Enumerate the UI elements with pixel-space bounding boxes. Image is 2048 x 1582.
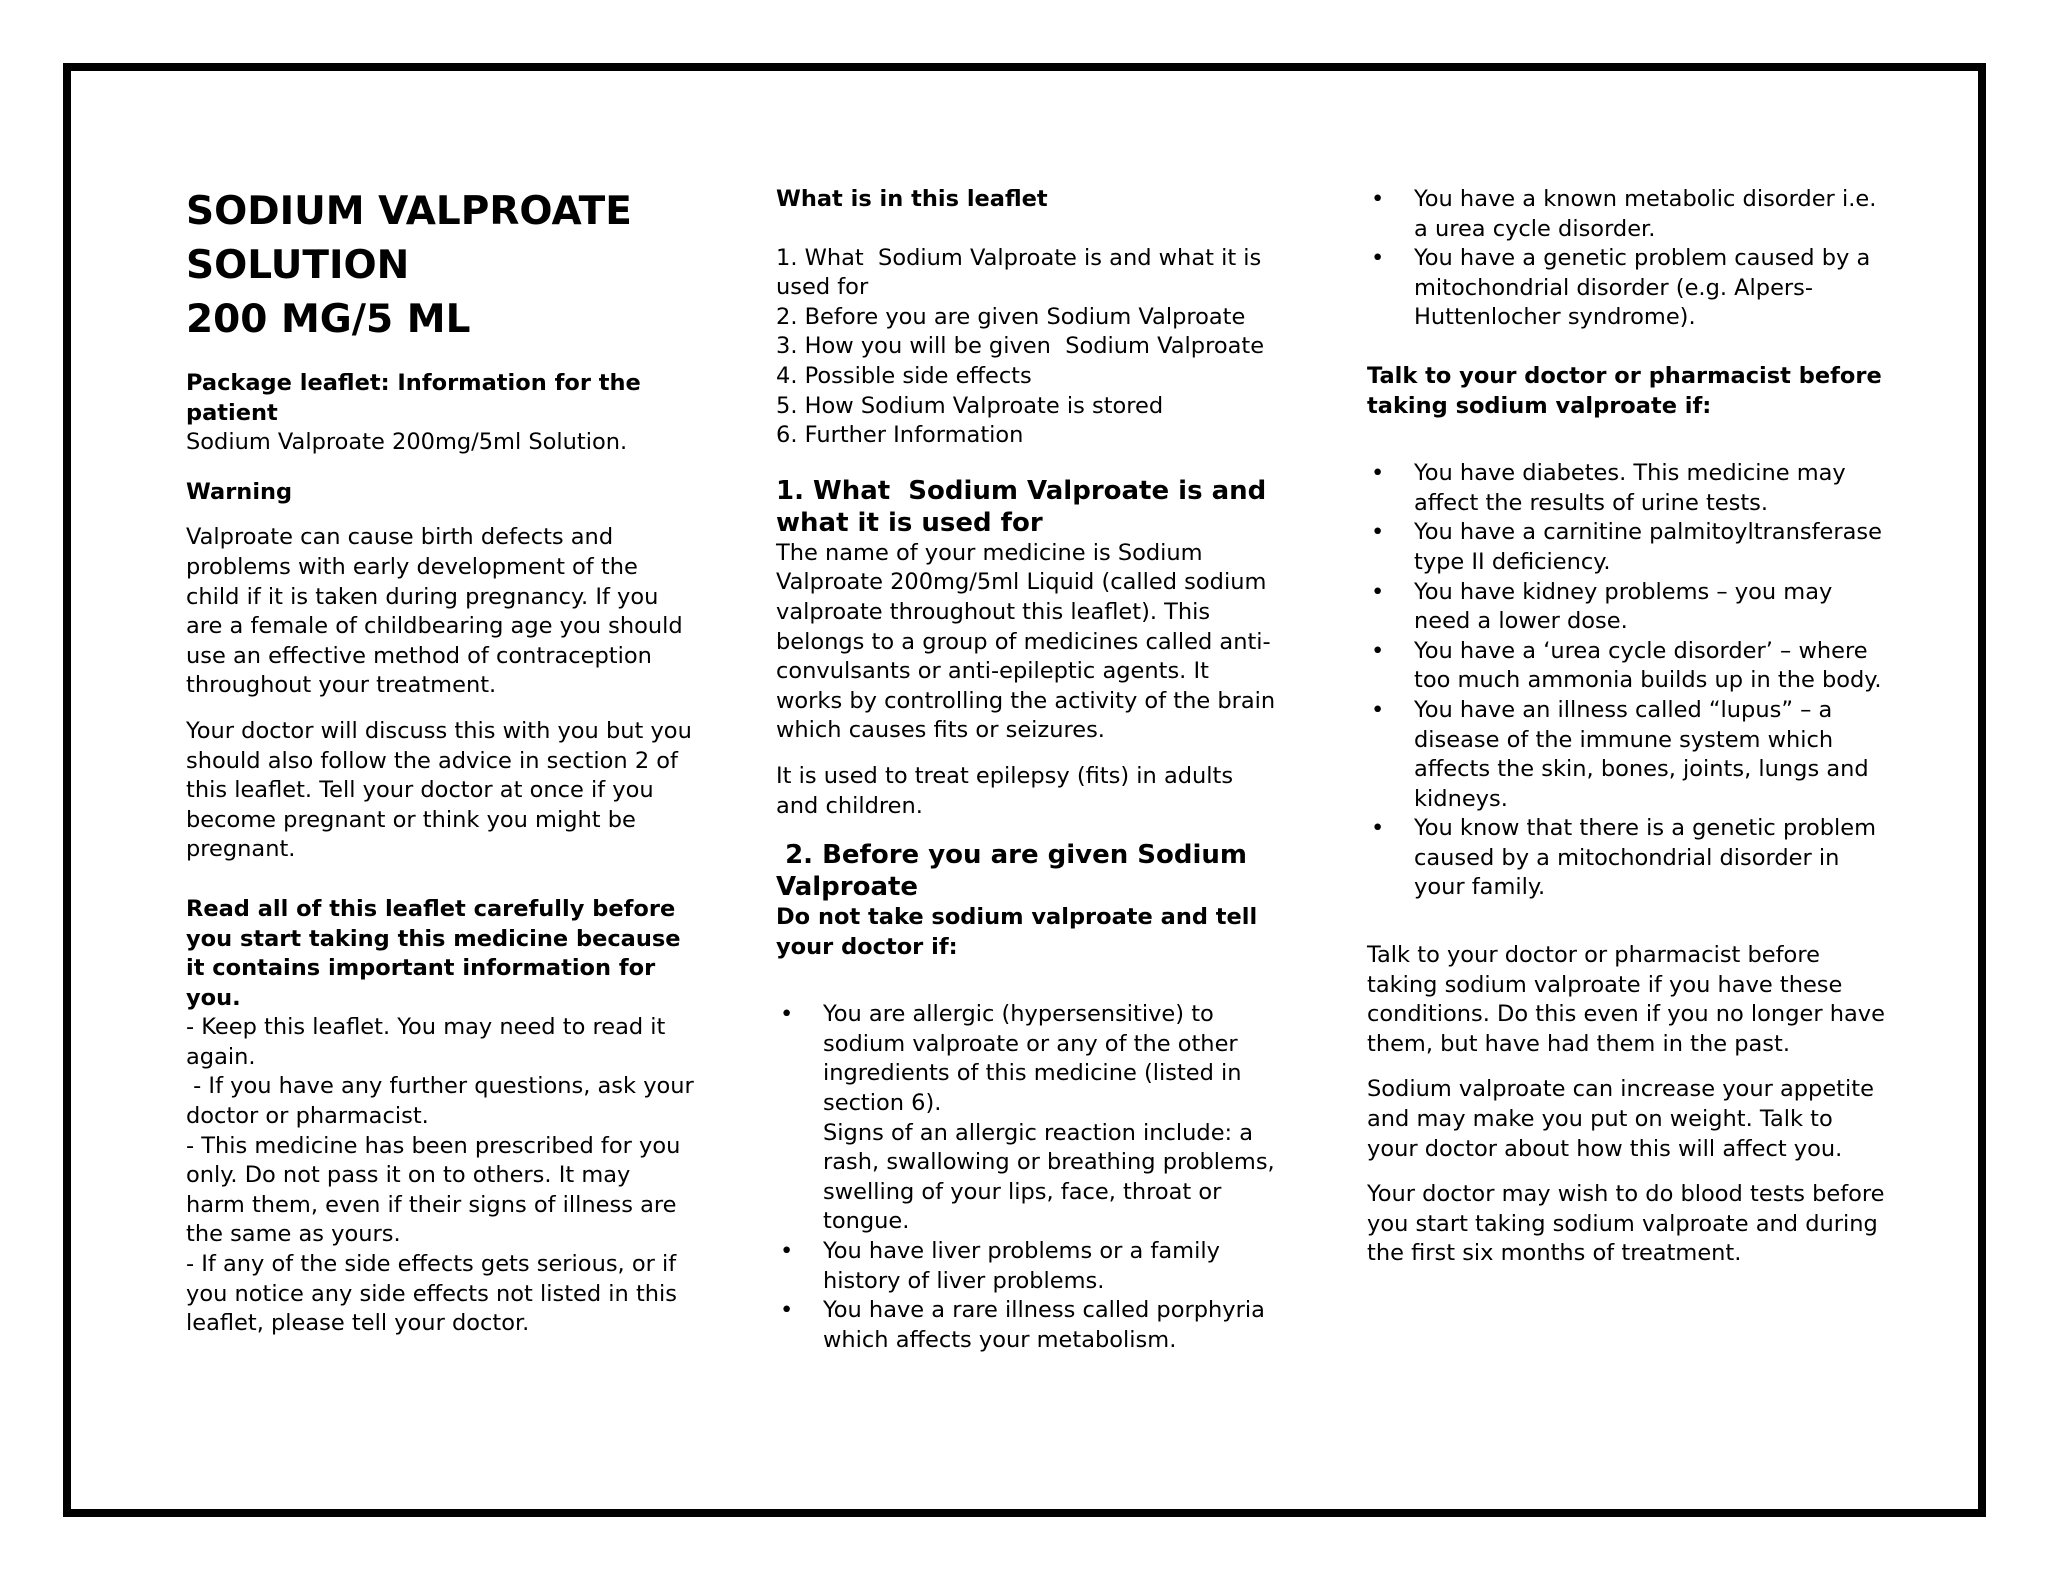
- toc-item: 2. Before you are given Sodium Valproate: [776, 303, 1246, 330]
- list-item: • You have a known metabolic disorder i.e. a urea cycle disorder.: [1367, 185, 1887, 244]
- toc-item: 3. How you will be given Sodium Valproate: [776, 333, 1265, 360]
- list-item: • You have kidney problems – you may need a lower dose.: [1367, 578, 1887, 637]
- title-line: 200 MG/5 ML: [186, 297, 471, 342]
- column-3: [1367, 185, 1887, 1269]
- page-title: [186, 185, 696, 347]
- section-1-paragraph-1: The name of your medicine is Sodium Valproate 200mg/5ml Liquid (called sodium valproate throughout this leaflet). This belongs to a group of medicines called anti-convulsants or anti-epileptic agents. It works by controlling the activity of the brain which causes fits or seizures.: [776, 539, 1276, 744]
- list-item: • You have a ‘urea cycle disorder’ – where too much ammonia builds up in the body.: [1367, 637, 1887, 696]
- toc-item: 1. What Sodium Valproate is and what it is used for: [776, 244, 1269, 301]
- read-item: - This medicine has been prescribed for you only. Do not pass it on to others. It may harm them, even if their signs of illness are the same as yours.: [186, 1132, 681, 1248]
- warning-heading: Warning: [186, 478, 293, 505]
- list-item-text: Signs of an allergic reaction include: a rash, swallowing or breathing problems, swelling of your lips, face, throat or tongue.: [823, 1119, 1275, 1235]
- column-1: [186, 185, 701, 1339]
- toc-item: 5. How Sodium Valproate is stored: [776, 392, 1164, 419]
- read-item: - Keep this leaflet. You may need to read it again.: [186, 1014, 666, 1070]
- section-2-subheading: Do not take sodium valproate and tell your doctor if:: [776, 904, 1258, 960]
- section-2-heading: 2. Before you are given Sodium Valproate: [776, 840, 1257, 903]
- list-item: [776, 1000, 1281, 1237]
- talk-to-doctor-list: [1367, 459, 1887, 903]
- list-item: • You know that there is a genetic problem caused by a mitochondrial disorder in your family.: [1367, 814, 1887, 903]
- conditions-paragraph: Talk to your doctor or pharmacist before taking sodium valproate if you have these conditions. Do this even if you no longer have them, but have had them in the past.: [1367, 942, 1885, 1057]
- read-item: - If you have any further questions, ask your doctor or pharmacist.: [186, 1073, 701, 1130]
- list-item: • You have a genetic problem caused by a mitochondrial disorder (e.g. Alpers-Huttenlocher syndrome).: [1367, 244, 1887, 333]
- warning-paragraph-1: Valproate can cause birth defects and problems with early development of the child if it is taken during pregnancy. If you are a female of childbearing age you should use an effective method of contraception throughout your treatment.: [186, 524, 683, 699]
- table-of-contents: [776, 244, 1281, 451]
- toc-item: 4. Possible side effects: [776, 362, 1032, 389]
- column-2: [776, 185, 1281, 1355]
- weight-paragraph: Sodium valproate can increase your appetite and may make you put on weight. Talk to your doctor about how this will affect you.: [1367, 1076, 1874, 1162]
- list-item: • You have liver problems or a family history of liver problems.: [776, 1237, 1281, 1296]
- list-item: • You have a rare illness called porphyria which affects your metabolism.: [776, 1296, 1281, 1355]
- read-item: - If any of the side effects gets serious, or if you notice any side effects not listed in this leaflet, please tell your doctor.: [186, 1251, 678, 1337]
- title-line: SOLUTION: [186, 243, 410, 288]
- warning-paragraph-2: Your doctor will discuss this with you but you should also follow the advice in section 2 of this leaflet. Tell your doctor at once if you become pregnant or think you might be pregnant.: [186, 717, 692, 863]
- toc-heading: What is in this leaflet: [776, 186, 1048, 212]
- toc-item: 6. Further Information: [776, 422, 1024, 449]
- list-item: • You have an illness called “lupus” – a disease of the immune system which affects the skin, bones, joints, lungs and kidneys.: [1367, 696, 1887, 814]
- list-item: • You have diabetes. This medicine may affect the results of urine tests.: [1367, 459, 1887, 518]
- list-item-text: • You are allergic (hypersensitive) to sodium valproate or any of the other ingredients of this medicine (listed in section 6).: [823, 1001, 1242, 1117]
- talk-to-doctor-heading: Talk to your doctor or pharmacist before taking sodium valproate if:: [1367, 362, 1882, 419]
- read-leaflet-heading: Read all of this leaflet carefully before you start taking this medicine because it contains important information for you.: [186, 895, 681, 1011]
- list-item: • You have a carnitine palmitoyltransferase type II deficiency.: [1367, 518, 1887, 577]
- section-2-list: [776, 1000, 1281, 1355]
- package-leaflet-heading: Package leaflet: Information for the patient: [186, 370, 641, 426]
- blood-tests-paragraph: Your doctor may wish to do blood tests before you start taking sodium valproate and during the first six months of treatment.: [1367, 1181, 1885, 1267]
- section-1-heading: 1. What Sodium Valproate is and what it is used for: [776, 475, 1276, 538]
- title-line: SODIUM VALPROATE: [186, 189, 632, 234]
- section-1-paragraph-2: It is used to treat epilepsy (fits) in adults and children.: [776, 762, 1234, 819]
- contraindication-list: [1367, 185, 1887, 333]
- package-leaflet-subtitle: Sodium Valproate 200mg/5ml Solution.: [186, 429, 628, 456]
